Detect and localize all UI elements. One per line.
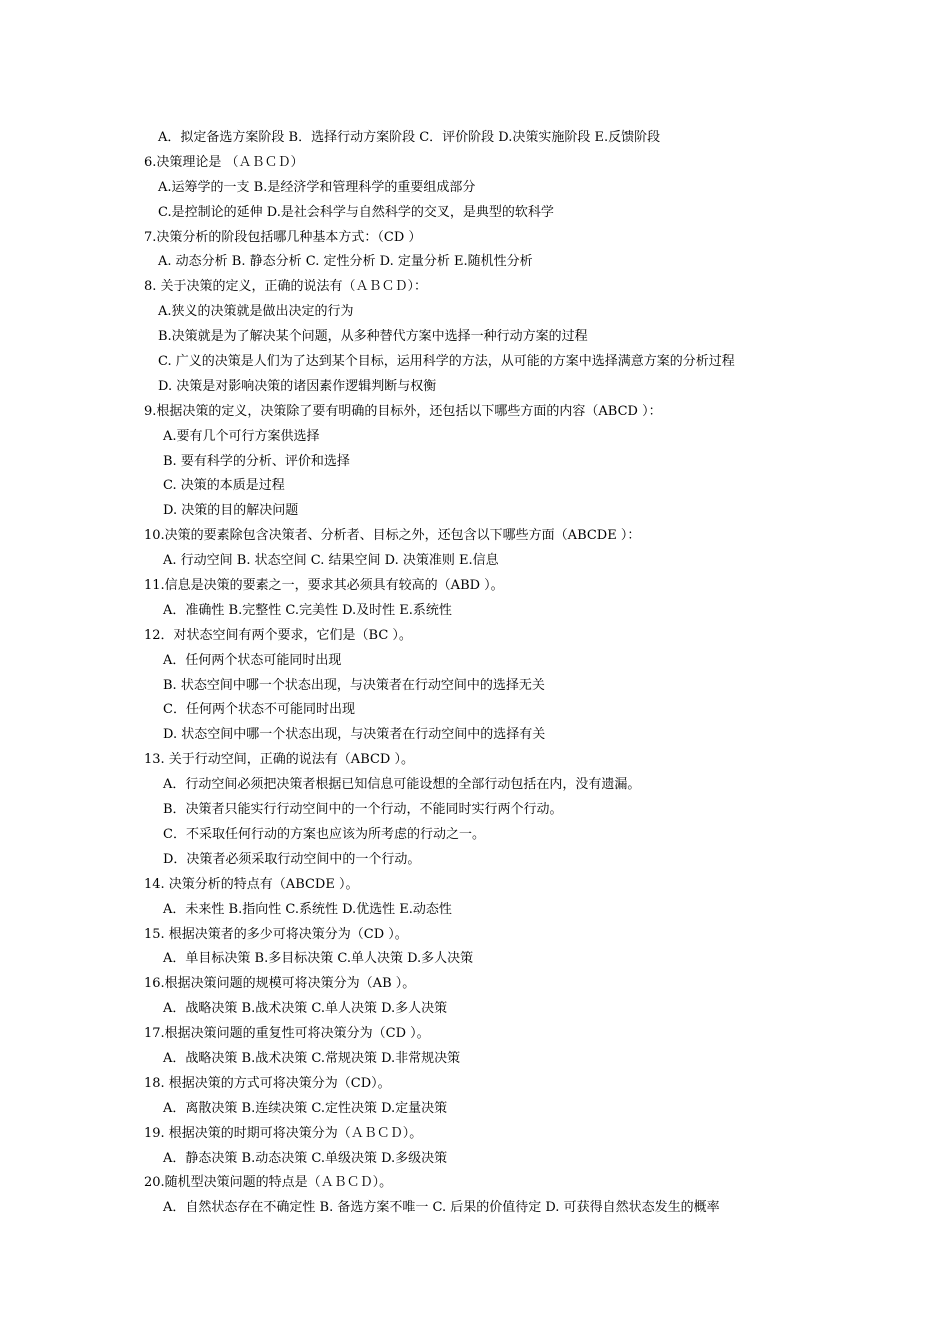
option-text: A．自然状态存在不确定性 B. 备选方案不唯一 C. 后果的价值待定 D. 可获得自然状态发生的概率	[163, 1200, 720, 1216]
option-text: D. 状态空间中哪一个状态出现，与决策者在行动空间中的选择有关	[163, 727, 546, 743]
option-text: D. 决策是对影响决策的诸因素作逻辑判断与权衡	[158, 378, 437, 394]
question-text: 14. 决策分析的特点有（ABCDE ）。	[144, 876, 359, 892]
option-text: A.狭义的决策就是做出决定的行为	[158, 304, 354, 320]
question-text: 13. 关于行动空间，正确的说法有（ABCD ）。	[144, 752, 414, 768]
option-text: A．战略决策 B.战术决策 C.单人决策 D.多人决策	[163, 1001, 448, 1017]
question-text: 18. 根据决策的方式可将决策分为（CD）。	[144, 1075, 391, 1091]
option-text: A．准确性 B.完整性 C.完美性 D.及时性 E.系统性	[163, 602, 452, 618]
option-text: C. 广义的决策是人们为了达到某个目标，运用科学的方法，从可能的方案中选择满意方案的分析过程	[158, 354, 735, 370]
option-text: A.运筹学的一支 B.是经济学和管理科学的重要组成部分	[158, 179, 476, 195]
option-text: A.要有几个可行方案供选择	[163, 428, 320, 444]
option-text: A. 动态分析 B. 静态分析 C. 定性分析 D. 定量分析 E.随机性分析	[158, 254, 533, 270]
option-text: A．单目标决策 B.多目标决策 C.单人决策 D.多人决策	[163, 951, 474, 967]
option-text: A．战略决策 B.战术决策 C.常规决策 D.非常规决策	[163, 1050, 461, 1066]
option-text: D. 决策的目的解决问题	[163, 503, 299, 519]
option-text: B.决策就是为了解决某个问题，从多种替代方案中选择一种行动方案的过程	[158, 329, 588, 345]
question-list	[0, 126, 950, 1221]
option-text: A. 行动空间 B. 状态空间 C. 结果空间 D. 决策准则 E.信息	[163, 553, 499, 569]
question-text: 11.信息是决策的要素之一，要求其必须具有较高的（ABD ）。	[144, 578, 504, 594]
option-text: A．拟定备选方案阶段 B．选择行动方案阶段 C．评价阶段 D.决策实施阶段 E.反馈阶段	[158, 130, 661, 145]
option-text: A．离散决策 B.连续决策 C.定性决策 D.定量决策	[163, 1100, 448, 1116]
option-text: D．决策者必须采取行动空间中的一个行动。	[163, 851, 421, 867]
option-text: A．行动空间必须把决策者根据已知信息可能设想的全部行动包括在内，没有遗漏。	[163, 777, 641, 793]
question-text: 15. 根据决策者的多少可将决策分为（CD ）。	[144, 926, 408, 942]
question-text: 19. 根据决策的时期可将决策分为（ＡＢＣＤ）。	[144, 1125, 423, 1141]
option-text: A．静态决策 B.动态决策 C.单级决策 D.多级决策	[163, 1150, 448, 1166]
option-text: A．未来性 B.指向性 C.系统性 D.优选性 E.动态性	[163, 901, 452, 917]
option-text: C.是控制论的延伸 D.是社会科学与自然科学的交叉，是典型的软科学	[158, 204, 554, 220]
question-text: 12．对状态空间有两个要求，它们是（BC ）。	[144, 627, 412, 643]
option-text: C. 决策的本质是过程	[163, 478, 285, 494]
question-text: 20.随机型决策问题的特点是（ＡＢＣＤ）。	[144, 1175, 393, 1191]
option-text: A．任何两个状态可能同时出现	[163, 652, 342, 668]
option-text: C．任何两个状态不可能同时出现	[163, 702, 355, 718]
option-text: C．不采取任何行动的方案也应该为所考虑的行动之一。	[163, 826, 485, 842]
option-text: B. 状态空间中哪一个状态出现，与决策者在行动空间中的选择无关	[163, 677, 545, 693]
option-text: B．决策者只能实行行动空间中的一个行动，不能同时实行两个行动。	[163, 802, 563, 818]
question-text: 7.决策分析的阶段包括哪几种基本方式：（CD ）	[144, 229, 422, 245]
question-text: 16.根据决策问题的规模可将决策分为（AB ）。	[144, 976, 416, 992]
option-text: B. 要有科学的分析、评价和选择	[163, 453, 350, 469]
question-text: 6.决策理论是 （ＡＢＣＤ）	[144, 154, 304, 170]
question-text: 17.根据决策问题的重复性可将决策分为（CD ）。	[144, 1026, 430, 1042]
question-text: 8. 关于决策的定义，正确的说法有（ＡＢＣＤ）：	[144, 279, 428, 295]
question-text: 10.决策的要素除包含决策者、分析者、目标之外，还包含以下哪些方面（ABCDE ）：	[144, 528, 641, 544]
question-text: 9.根据决策的定义，决策除了要有明确的目标外，还包括以下哪些方面的内容（ABCD ）：	[144, 403, 662, 419]
